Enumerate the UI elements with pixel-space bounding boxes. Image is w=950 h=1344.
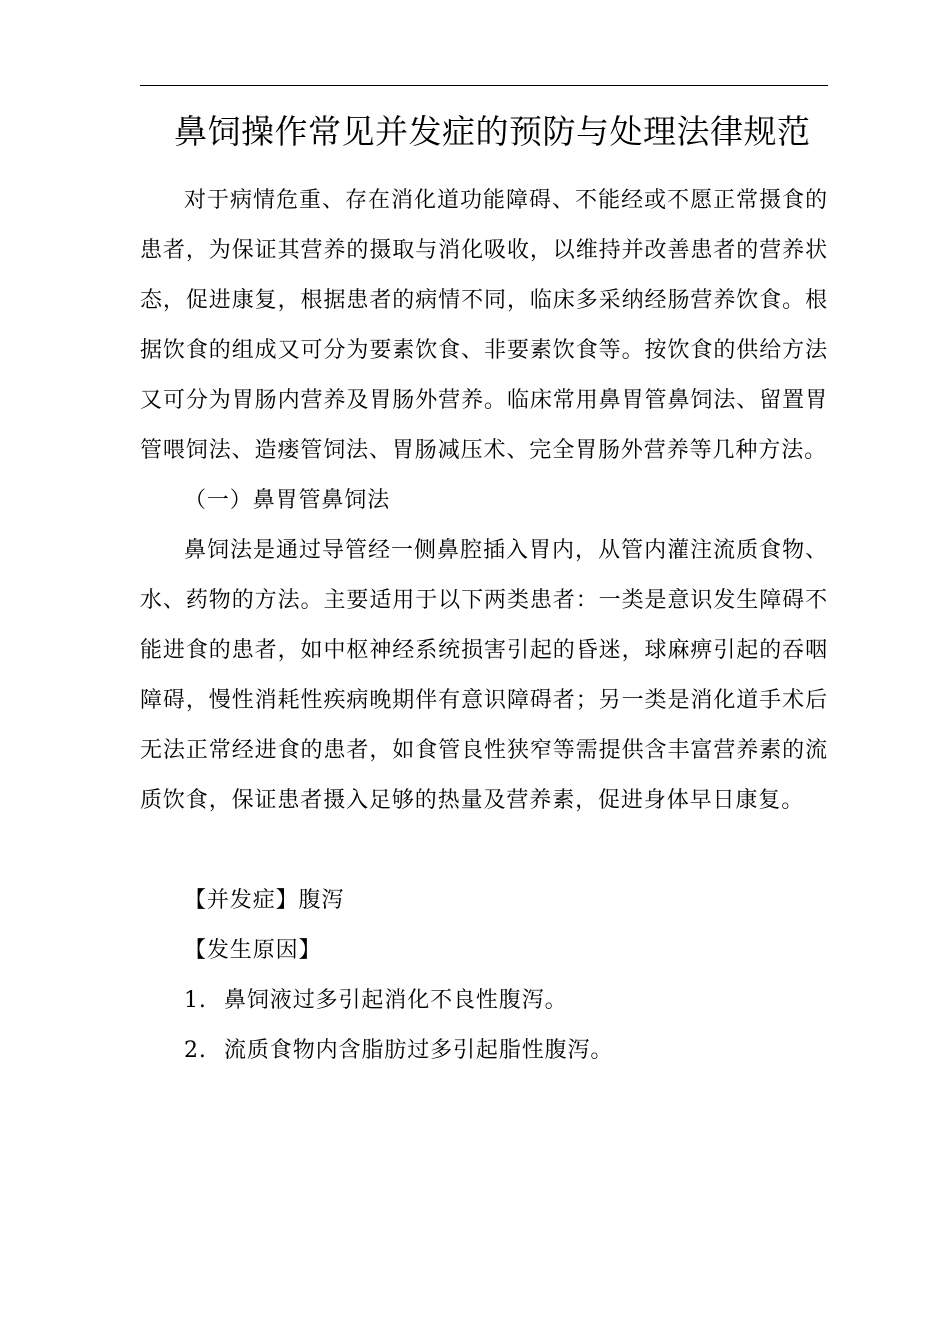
list-item (140, 976, 828, 1026)
section-paragraph: 鼻饲法是通过导管经一侧鼻腔插入胃内，从管内灌注流质食物、水、药物的方法。主要适用于以下两类患者：一类是意识发生障碍不能进食的患者，如中枢神经系统损害引起的昏迷，球麻痹引起的吞咽障碍，慢性消耗性疾病晚期伴有意识障碍者；另一类是消化道手术后无法正常经进食的患者，如食管良性狭窄等需提供含丰富营养素的流质饮食，保证患者摄入足够的热量及营养素，促进身体早日康复。 (140, 538, 828, 813)
intro-paragraph: 对于病情危重、存在消化道功能障碍、不能经或不愿正常摄食的患者，为保证其营养的摄取与消化吸收，以维持并改善患者的营养状态，促进康复，根据患者的病情不同，临床多采纳经肠营养饮食。根据饮食的组成又可分为要素饮食、非要素饮食等。按饮食的供给方法又可分为胃肠内营养及胃肠外营养。临床常用鼻胃管鼻饲法、留置胃管喂饲法、造瘘管饲法、胃肠减压术、完全胃肠外营养等几种方法。 (140, 188, 828, 463)
list-item-text: 鼻饲液过多引起消化不良性腹泻。 (224, 988, 568, 1013)
document-body (140, 108, 828, 1076)
list-item-number: 1. (184, 988, 207, 1013)
document-title: 鼻饲操作常见并发症的预防与处理法律规范 (174, 112, 811, 151)
list-item-text: 流质食物内含脂肪过多引起脂性腹泻。 (224, 1038, 614, 1063)
complication-label: 【并发症】腹泻 (184, 888, 345, 913)
header-rule (140, 85, 828, 86)
section-heading: （一）鼻胃管鼻饲法 (184, 488, 391, 513)
list-item-number: 2. (184, 1038, 207, 1063)
cause-label: 【发生原因】 (184, 938, 322, 963)
blank-line (140, 826, 828, 876)
list-item (140, 1026, 828, 1076)
